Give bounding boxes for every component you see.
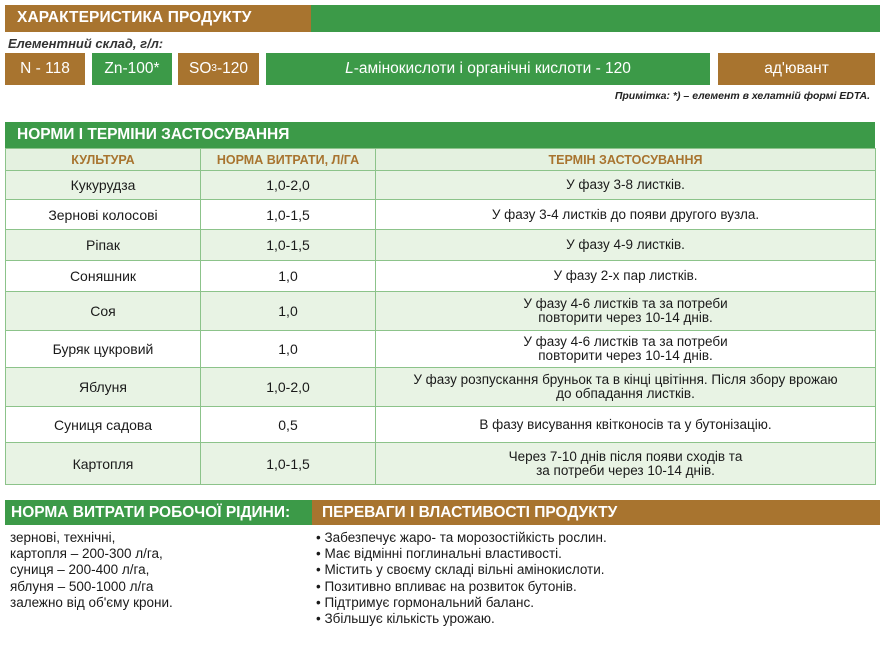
crop-cell: Картопля (6, 443, 201, 485)
benefits-list (316, 530, 876, 627)
rate-cell: 1,0 (201, 292, 376, 331)
term-cell: У фазу 2-х пар листків. (376, 261, 876, 292)
product-characteristics-title: ХАРАКТЕРИСТИКА ПРОДУКТУ (5, 5, 311, 32)
list-item: • Має відмінні поглинальні властивості. (316, 546, 562, 562)
rate-cell: 1,0-1,5 (201, 443, 376, 485)
term-cell: В фазу висування квітконосів та у бутонізацію. (376, 407, 876, 443)
list-item: • Містить у своєму складі вільні амінокислоти. (316, 562, 605, 578)
term-line: повторити через 10-14 днів. (538, 348, 713, 363)
rate-cell: 1,0-2,0 (201, 368, 376, 407)
amino-acids-chip (266, 53, 710, 85)
term-cell (376, 443, 876, 485)
rate-cell: 1,0 (201, 261, 376, 292)
table-row (6, 171, 876, 200)
zinc-chip: Zn-100* (92, 53, 172, 85)
list-item: • Підтримує гормональний баланс. (316, 594, 534, 610)
term-cell (376, 331, 876, 368)
amino-acids-prefix: L (345, 60, 354, 77)
term-cell: У фазу 4-9 листків. (376, 230, 876, 261)
amino-acids-text: -амінокислоти і органічні кислоти - 120 (353, 60, 631, 77)
crop-cell: Суниця садова (6, 407, 201, 443)
rate-cell: 1,0-1,5 (201, 200, 376, 230)
list-item: • Забезпечує жаро- та морозостійкість рослин. (316, 530, 607, 545)
term-line: У фазу розпускання бруньок та в кінці цвітіння. Після збору врожаю (413, 372, 838, 387)
rate-cell: 1,0-2,0 (201, 171, 376, 200)
header-green-bar (311, 5, 880, 32)
table-row (6, 261, 876, 292)
term-cell (376, 292, 876, 331)
column-header-rate: НОРМА ВИТРАТИ, Л/ГА (201, 149, 376, 171)
term-line: У фазу 4-6 листків та за потреби (523, 296, 728, 311)
table-row (6, 230, 876, 261)
sulfur-chip-base: SO (189, 60, 212, 77)
sulfur-chip-value: -120 (216, 60, 248, 77)
list-item: залежно від об'єму крони. (10, 594, 173, 610)
list-item: зернові, технічні, (10, 530, 116, 545)
term-line: У фазу 4-6 листків та за потреби (523, 334, 728, 349)
composition-label: Елементний склад, г/л: (8, 36, 164, 51)
crop-cell: Кукурудза (6, 171, 201, 200)
table-row (6, 200, 876, 230)
table-row (6, 443, 876, 485)
term-line: до обпадання листків. (556, 386, 695, 401)
list-item: • Збільшує кількість урожаю. (316, 611, 495, 627)
table-row (6, 368, 876, 407)
table-row (6, 331, 876, 368)
term-line: повторити через 10-14 днів. (538, 310, 713, 325)
adjuvant-chip: ад'ювант (718, 53, 875, 85)
product-characteristics-header (5, 5, 880, 32)
norms-table (5, 148, 876, 485)
column-header-term: ТЕРМІН ЗАСТОСУВАННЯ (376, 149, 876, 171)
list-item: суниця – 200-400 л/га, (10, 562, 150, 578)
working-liquid-list (10, 530, 310, 611)
list-item: • Позитивно впливає на розвиток бутонів. (316, 578, 577, 594)
nitrogen-chip: N - 118 (5, 53, 85, 85)
crop-cell: Яблуня (6, 368, 201, 407)
crop-cell: Буряк цукровий (6, 331, 201, 368)
list-item: картопля – 200-300 л/га, (10, 546, 163, 562)
benefits-title: ПЕРЕВАГИ І ВЛАСТИВОСТІ ПРОДУКТУ (312, 500, 880, 525)
sulfur-chip: SO 3 -120 (178, 53, 259, 85)
rate-cell: 0,5 (201, 407, 376, 443)
working-liquid-title: НОРМА ВИТРАТИ РОБОЧОЇ РІДИНИ: (5, 500, 312, 525)
term-cell (376, 368, 876, 407)
chelate-note: Примітка: *) – елемент в хелатній формі EDTA. (614, 90, 870, 102)
term-line: Через 7-10 днів після появи сходів та (508, 448, 743, 464)
norms-table-header-row (6, 149, 876, 171)
rate-cell: 1,0-1,5 (201, 230, 376, 261)
list-item: яблуня – 500-1000 л/га (10, 578, 154, 594)
column-header-crop: КУЛЬТУРА (6, 149, 201, 171)
norms-section-title: НОРМИ І ТЕРМІНИ ЗАСТОСУВАННЯ (5, 122, 875, 148)
crop-cell: Соняшник (6, 261, 201, 292)
crop-cell: Ріпак (6, 230, 201, 261)
table-row (6, 292, 876, 331)
term-cell: У фазу 3-8 листків. (376, 171, 876, 200)
term-line: за потреби через 10-14 днів. (536, 462, 715, 478)
term-cell: У фазу 3-4 листків до появи другого вузла. (376, 200, 876, 230)
crop-cell: Зернові колосові (6, 200, 201, 230)
rate-cell: 1,0 (201, 331, 376, 368)
table-row (6, 407, 876, 443)
crop-cell: Соя (6, 292, 201, 331)
